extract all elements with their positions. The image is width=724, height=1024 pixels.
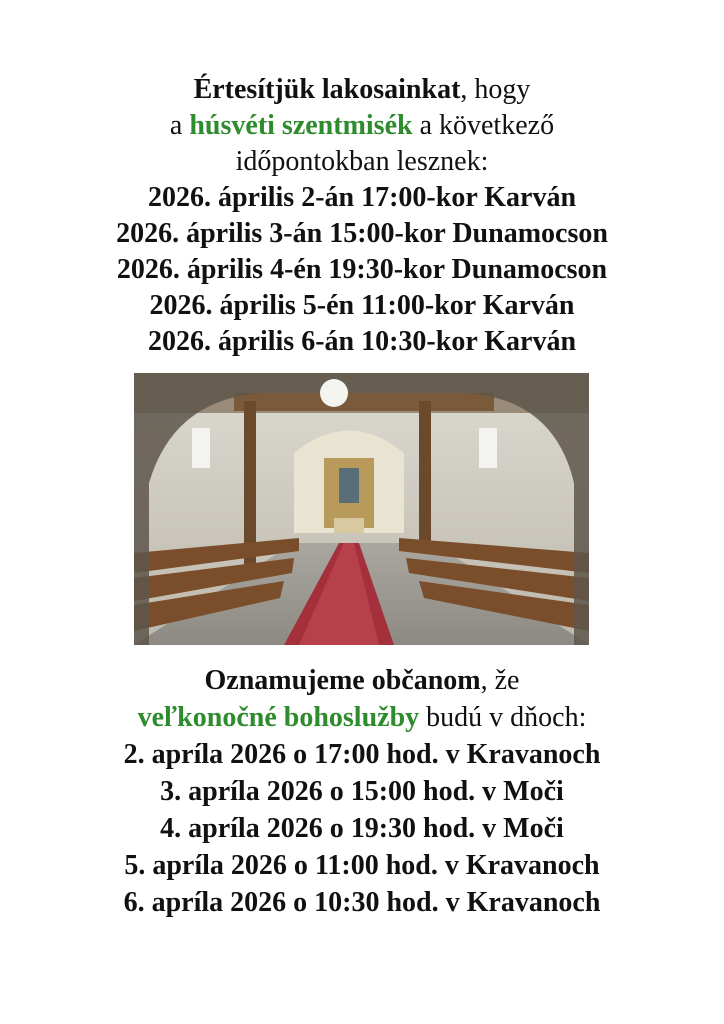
hu-line2 — [0, 108, 724, 144]
hu-intro-rest: , hogy — [460, 74, 531, 105]
hu-intro-bold: Értesítjük lakosainkat — [193, 74, 461, 105]
sk-line2 — [0, 699, 724, 736]
hu-schedule-item: 2026. április 3-án 15:00-kor Dunamocson — [116, 218, 608, 249]
sk-intro-rest: , že — [480, 665, 520, 696]
sk-intro-bold: Oznamujeme občanom — [204, 665, 481, 696]
hu-highlight: húsvéti szentmisék — [189, 110, 413, 141]
hu-intro-line — [0, 72, 724, 108]
sk-intro-line — [0, 662, 724, 699]
sk-schedule-item: 3. apríla 2026 o 15:00 hod. v Moči — [160, 776, 564, 807]
sk-highlight: veľkonočné bohoslužby — [137, 702, 420, 733]
hu-line3: időpontokban lesznek: — [235, 146, 489, 177]
hu-line2-post: a következő — [412, 110, 555, 141]
sk-line2-post: budú v dňoch: — [419, 702, 587, 733]
church-interior-photo — [134, 373, 589, 645]
hu-schedule-item: 2026. április 6-án 10:30-kor Karván — [147, 326, 577, 357]
sk-schedule-item: 4. apríla 2026 o 19:30 hod. v Moči — [160, 813, 564, 844]
hu-schedule-item: 2026. április 2-án 17:00-kor Karván — [147, 182, 577, 213]
hu-schedule-item: 2026. április 5-én 11:00-kor Karván — [149, 290, 575, 321]
sk-schedule-item: 6. apríla 2026 o 10:30 hod. v Kravanoch — [123, 887, 601, 918]
hu-schedule-item: 2026. április 4-én 19:30-kor Dunamocson — [116, 254, 608, 285]
hungarian-announcement — [0, 72, 724, 360]
sk-schedule-item: 2. apríla 2026 o 17:00 hod. v Kravanoch — [123, 739, 601, 770]
slovak-announcement — [0, 662, 724, 921]
sk-schedule-item: 5. apríla 2026 o 11:00 hod. v Kravanoch — [124, 850, 600, 881]
hu-line2-pre: a — [169, 110, 190, 141]
